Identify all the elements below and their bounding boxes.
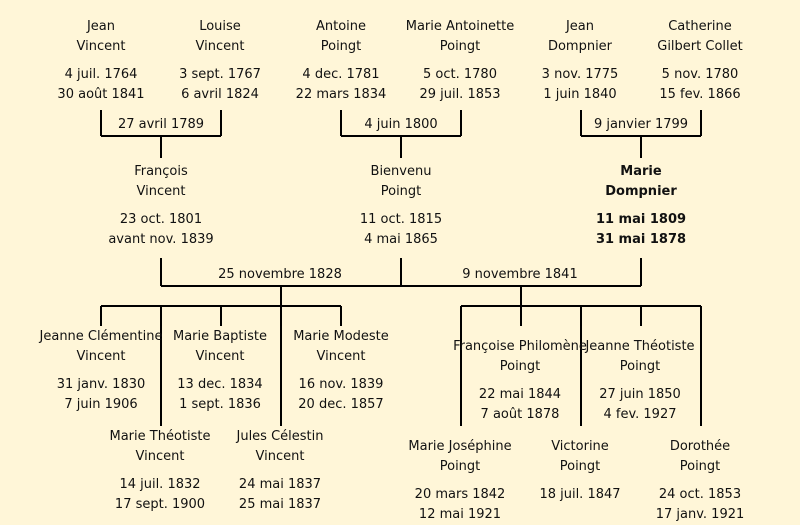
birth-date: 18 juil. 1847 (539, 487, 621, 502)
birth-date: 27 juin 1850 (599, 387, 681, 402)
person-marie-antoinette-poingt (390, 17, 530, 105)
person-francois-vincent (91, 162, 231, 250)
last-name: Poingt (619, 359, 661, 374)
last-name: Poingt (559, 459, 601, 474)
first-name: Jeanne Clémentine (39, 329, 163, 344)
last-name: Vincent (76, 349, 126, 364)
last-name: Poingt (439, 39, 481, 54)
last-name: Poingt (499, 359, 541, 374)
death-date: 4 mai 1865 (364, 232, 438, 247)
death-date: 17 sept. 1900 (114, 497, 206, 512)
marriage-date-vincent-parents: 27 avril 1789 (117, 117, 205, 132)
death-date: avant nov. 1839 (108, 232, 214, 247)
first-name: Jean (86, 19, 116, 34)
first-name: Françoise Philomène (453, 339, 587, 354)
birth-date: 23 oct. 1801 (119, 212, 203, 227)
birth-date: 13 dec. 1834 (177, 377, 263, 392)
death-date: 4 fev. 1927 (603, 407, 677, 422)
person-marie-modeste (271, 327, 411, 415)
death-date: 1 juin 1840 (543, 87, 617, 102)
last-name: Vincent (195, 349, 245, 364)
last-name: Vincent (135, 449, 185, 464)
birth-date: 24 oct. 1853 (658, 487, 742, 502)
birth-date: 16 nov. 1839 (298, 377, 384, 392)
last-name: Poingt (320, 39, 362, 54)
marriage-date-bienvenu-marie: 9 novembre 1841 (462, 267, 578, 282)
person-dorothee (630, 437, 770, 525)
person-jean-dompnier (510, 17, 650, 105)
last-name: Poingt (380, 184, 422, 199)
death-date: 20 dec. 1857 (298, 397, 384, 412)
first-name: Jeanne Théotiste (585, 339, 695, 354)
death-date: 31 mai 1878 (595, 232, 687, 247)
birth-date: 31 janv. 1830 (56, 377, 146, 392)
last-name: Vincent (195, 39, 245, 54)
birth-date: 5 oct. 1780 (423, 67, 497, 82)
last-name: Poingt (439, 459, 481, 474)
first-name: Victorine (551, 439, 609, 454)
first-name: Marie Modeste (293, 329, 389, 344)
death-date: 6 avril 1824 (181, 87, 259, 102)
death-date: 7 août 1878 (480, 407, 560, 422)
person-francoise-philomene (450, 337, 590, 425)
birth-date: 11 oct. 1815 (359, 212, 443, 227)
person-catherine-collet (630, 17, 770, 105)
person-louise-vincent (150, 17, 290, 105)
first-name: François (134, 164, 188, 179)
death-date: 25 mai 1837 (238, 497, 322, 512)
first-name: Marie (620, 164, 662, 179)
person-marie-theotiste-vincent (90, 427, 230, 515)
first-name: Jean (565, 19, 595, 34)
last-name: Poingt (679, 459, 721, 474)
person-marie-josephine (390, 437, 530, 525)
last-name: Dompnier (547, 39, 613, 54)
first-name: Antoine (315, 19, 367, 34)
birth-date: 22 mai 1844 (478, 387, 562, 402)
birth-date: 4 juil. 1764 (64, 67, 138, 82)
person-victorine (510, 437, 650, 505)
person-jules-celestin (210, 427, 350, 515)
birth-date: 4 dec. 1781 (302, 67, 380, 82)
birth-date: 24 mai 1837 (238, 477, 322, 492)
last-name: Vincent (255, 449, 305, 464)
first-name: Marie Théotiste (109, 429, 211, 444)
first-name: Dorothée (669, 439, 731, 454)
birth-date: 11 mai 1809 (595, 212, 687, 227)
first-name: Jules Célestin (236, 429, 324, 444)
last-name: Vincent (316, 349, 366, 364)
birth-date: 3 nov. 1775 (541, 67, 619, 82)
last-name: Vincent (136, 184, 186, 199)
death-date: 1 sept. 1836 (179, 397, 261, 412)
first-name: Marie Baptiste (173, 329, 267, 344)
person-marie-dompnier (571, 162, 711, 250)
death-date: 12 mai 1921 (418, 507, 502, 522)
death-date: 22 mars 1834 (295, 87, 387, 102)
birth-date: 5 nov. 1780 (661, 67, 739, 82)
last-name: Dompnier (605, 184, 677, 199)
death-date: 7 juin 1906 (64, 397, 138, 412)
person-bienvenu-poingt (331, 162, 471, 250)
death-date: 15 fev. 1866 (659, 87, 741, 102)
birth-date: 20 mars 1842 (414, 487, 506, 502)
birth-date: 3 sept. 1767 (179, 67, 261, 82)
birth-date: 14 juil. 1832 (119, 477, 201, 492)
first-name: Louise (199, 19, 241, 34)
person-jeanne-theotiste (570, 337, 710, 425)
first-name: Marie Antoinette (405, 19, 515, 34)
first-name: Bienvenu (370, 164, 432, 179)
first-name: Catherine (668, 19, 732, 34)
marriage-date-dompnier-parents: 9 janvier 1799 (593, 117, 689, 132)
person-marie-baptiste (150, 327, 290, 415)
death-date: 17 janv. 1921 (655, 507, 745, 522)
death-date: 29 juil. 1853 (419, 87, 501, 102)
first-name: Marie Joséphine (408, 439, 512, 454)
last-name: Gilbert Collet (657, 39, 743, 54)
marriage-date-poingt-parents: 4 juin 1800 (364, 117, 438, 132)
death-date: 30 août 1841 (57, 87, 145, 102)
last-name: Vincent (76, 39, 126, 54)
marriage-date-francois-marie: 25 novembre 1828 (218, 267, 342, 282)
